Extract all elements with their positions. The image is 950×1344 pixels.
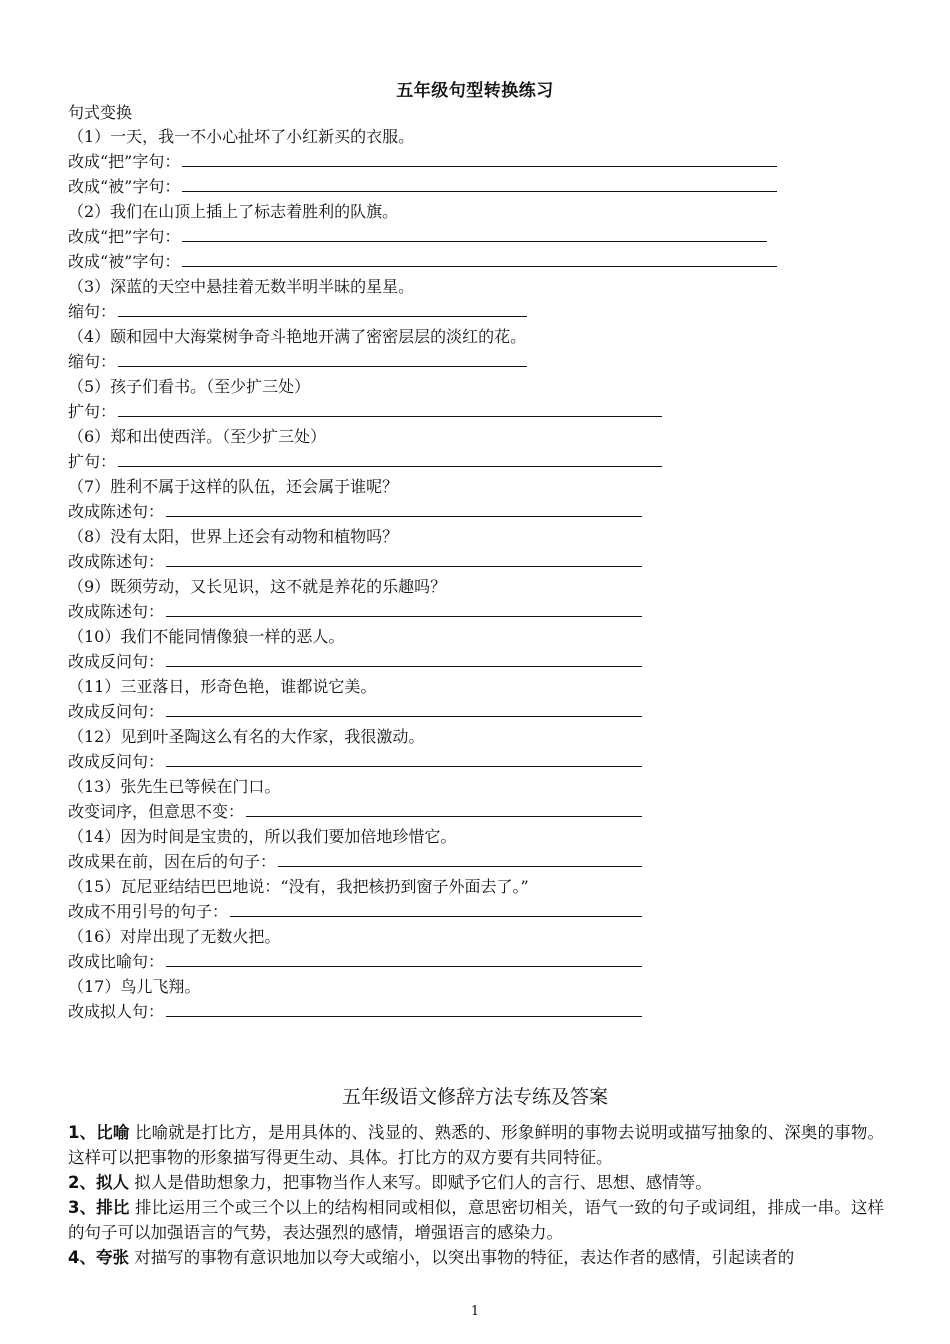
answer-blank[interactable] [118, 352, 527, 367]
rhetoric-text: 比喻就是打比方，是用具体的、浅显的、熟悉的、形象鲜明的事物去说明或描写抽象的、深奥的事物。这样可以把事物的形象描写得更生动、具体。打比方的双方要有共同特征。 [68, 1123, 884, 1167]
answer-row [68, 399, 888, 424]
answer-prompt: 扩句： [68, 402, 117, 421]
answer-row [68, 949, 888, 974]
exercise-question: （6）郑和出使西洋。（至少扩三处） [68, 427, 327, 446]
answer-blank[interactable] [166, 502, 642, 517]
exercise-question: （16）对岸出现了无数火把。 [68, 927, 281, 946]
answer-prompt: 改成拟人句： [68, 1002, 165, 1021]
rhetoric-item [68, 1170, 884, 1195]
worksheet-title: 五年级句型转换练习 [396, 81, 554, 101]
answer-row [68, 224, 888, 249]
answer-prompt: 改成“被”字句： [68, 177, 181, 196]
answer-prompt: 改成反问句： [68, 702, 165, 721]
answer-row [68, 449, 888, 474]
exercise-question: （12）见到叶圣陶这么有名的大作家，我很激动。 [68, 727, 425, 746]
answer-blank[interactable] [182, 227, 767, 242]
exercise-question: （13）张先生已等候在门口。 [68, 777, 281, 796]
answer-row [68, 149, 888, 174]
answer-blank[interactable] [182, 177, 777, 192]
answer-prompt: 改成“把”字句： [68, 152, 181, 171]
answer-prompt: 改成陈述句： [68, 552, 165, 571]
rhetoric-term: 1、比喻 [68, 1123, 130, 1142]
exercise-question: （9）既须劳动，又长见识，这不就是养花的乐趣吗？ [68, 577, 447, 596]
answer-prompt: 缩句： [68, 352, 117, 371]
exercise-question: （4）颐和园中大海棠树争奇斗艳地开满了密密层层的淡红的花。 [68, 327, 527, 346]
answer-blank[interactable] [166, 952, 642, 967]
exercise-question: （10）我们不能同情像狼一样的恶人。 [68, 627, 345, 646]
answer-row [68, 899, 888, 924]
rhetoric-term: 2、拟人 [68, 1173, 129, 1192]
rhetoric-item [68, 1195, 884, 1245]
answer-prompt: 改成“被”字句： [68, 252, 181, 271]
exercise-question: （14）因为时间是宝贵的，所以我们要加倍地珍惜它。 [68, 827, 457, 846]
answer-row [68, 599, 888, 624]
exercise-question: （5）孩子们看书。（至少扩三处） [68, 377, 311, 396]
rhetoric-text: 排比运用三个或三个以上的结构相同或相似，意思密切相关，语气一致的句子或词组，排成一串。这样的句子可以加强语言的气势，表达强烈的感情，增强语言的感染力。 [68, 1198, 884, 1242]
answer-prompt: 改成陈述句： [68, 602, 165, 621]
answer-row [68, 649, 888, 674]
section-label: 句式变换 [68, 103, 133, 122]
answer-prompt: 缩句： [68, 302, 117, 321]
answer-prompt: 改成反问句： [68, 752, 165, 771]
answer-prompt: 改成陈述句： [68, 502, 165, 521]
exercise-question: （15）瓦尼亚结结巴巴地说：“没有，我把核扔到窗子外面去了。” [68, 877, 529, 896]
rhetoric-text: 对描写的事物有意识地加以夸大或缩小，以突出事物的特征，表达作者的感情，引起读者的 [128, 1248, 795, 1267]
answer-prompt: 改成反问句： [68, 652, 165, 671]
answer-row [68, 174, 888, 199]
exercise-question: （17）鸟儿飞翔。 [68, 977, 201, 996]
rhetoric-item [68, 1120, 884, 1170]
exercise-question: （1）一天，我一不小心扯坏了小红新买的衣服。 [68, 127, 415, 146]
exercise-question: （2）我们在山顶上插上了标志着胜利的队旗。 [68, 202, 399, 221]
rhetoric-term: 3、排比 [68, 1198, 130, 1217]
page-number: 1 [470, 1304, 480, 1319]
answer-blank[interactable] [182, 252, 777, 267]
answer-blank[interactable] [182, 152, 777, 167]
answer-prompt: 改成比喻句： [68, 952, 165, 971]
answer-row [68, 499, 888, 524]
answer-blank[interactable] [278, 852, 642, 867]
answer-blank[interactable] [246, 802, 642, 817]
answer-blank[interactable] [166, 1002, 642, 1017]
answer-blank[interactable] [118, 452, 662, 467]
answer-prompt: 改成果在前，因在后的句子： [68, 852, 277, 871]
answer-blank[interactable] [166, 752, 642, 767]
answer-blank[interactable] [166, 552, 642, 567]
answer-blank[interactable] [166, 702, 642, 717]
rhetoric-item [68, 1245, 884, 1270]
answer-row [68, 699, 888, 724]
rhetoric-definitions [68, 1120, 884, 1270]
answer-row [68, 999, 888, 1024]
exercise-question: （11）三亚落日，形奇色艳，谁都说它美。 [68, 677, 377, 696]
answer-prompt: 改变词序，但意思不变： [68, 802, 245, 821]
answer-row [68, 349, 888, 374]
rhetoric-text: 拟人是借助想象力，把事物当作人来写。即赋予它们人的言行、思想、感情等。 [128, 1173, 712, 1192]
answer-row [68, 299, 888, 324]
answer-prompt: 扩句： [68, 452, 117, 471]
answer-row [68, 849, 888, 874]
exercise-question: （3）深蓝的天空中悬挂着无数半明半昧的星星。 [68, 277, 415, 296]
answer-blank[interactable] [118, 402, 662, 417]
rhetoric-term: 4、夸张 [68, 1248, 129, 1267]
answer-row [68, 799, 888, 824]
answer-blank[interactable] [118, 302, 527, 317]
answer-row [68, 249, 888, 274]
answer-prompt: 改成“把”字句： [68, 227, 181, 246]
exercise-list [68, 124, 888, 1024]
answer-row [68, 749, 888, 774]
answer-row [68, 549, 888, 574]
answer-blank[interactable] [166, 652, 642, 667]
exercise-question: （8）没有太阳，世界上还会有动物和植物吗？ [68, 527, 399, 546]
answer-prompt: 改成不用引号的句子： [68, 902, 229, 921]
answer-blank[interactable] [230, 902, 642, 917]
rhetoric-title: 五年级语文修辞方法专练及答案 [341, 1086, 608, 1108]
exercise-question: （7）胜利不属于这样的队伍，还会属于谁呢？ [68, 477, 399, 496]
answer-blank[interactable] [166, 602, 642, 617]
